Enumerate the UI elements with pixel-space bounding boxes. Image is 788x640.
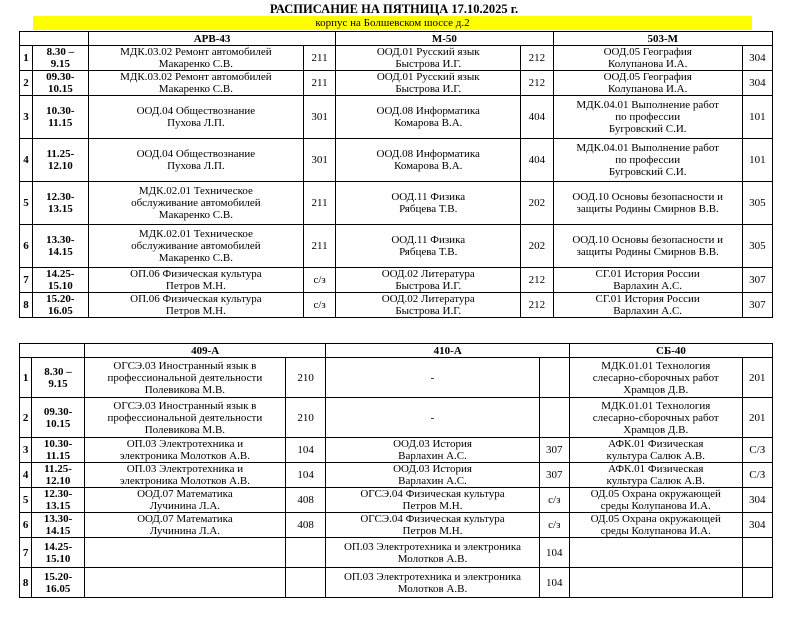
lesson-time: 09.30- 10.15 xyxy=(32,71,88,96)
lesson-time: 09.30- 10.15 xyxy=(32,398,85,438)
lesson-room: 210 xyxy=(285,358,326,398)
lesson-subject: ООД.10 Основы безопасности и защиты Родины Смирнов В.В. xyxy=(553,225,742,268)
lesson-time: 12.30- 13.15 xyxy=(32,182,88,225)
lesson-room: 307 xyxy=(742,268,772,293)
lesson-room xyxy=(742,538,773,568)
lesson-time: 14.25- 15.10 xyxy=(32,538,85,568)
lesson-room: 211 xyxy=(303,46,335,71)
lesson-subject: ОП.06 Физическая культура Петров М.Н. xyxy=(88,293,303,318)
lesson-subject: АФК.01 Физическая культура Салюк А.В. xyxy=(570,438,743,463)
lesson-number: 4 xyxy=(20,139,33,182)
lesson-subject: МДК.02.01 Техническое обслуживание автомобилей Макаренко С.В. xyxy=(88,225,303,268)
lesson-subject: МДК.03.02 Ремонт автомобилей Макаренко С.В. xyxy=(88,46,303,71)
lesson-row xyxy=(20,358,773,398)
lesson-subject: МДК.02.01 Техническое обслуживание автомобилей Макаренко С.В. xyxy=(88,182,303,225)
lesson-room xyxy=(742,568,773,598)
lesson-room: 305 xyxy=(742,182,772,225)
lesson-room: 211 xyxy=(303,182,335,225)
lesson-room: с/з xyxy=(303,293,335,318)
lesson-room: 301 xyxy=(303,139,335,182)
lesson-subject: - xyxy=(326,358,539,398)
lesson-subject: ООД.01 Русский язык Быстрова И.Г. xyxy=(336,71,521,96)
group-header-row xyxy=(20,32,773,46)
lesson-time: 14.25- 15.10 xyxy=(32,268,88,293)
lesson-number: 3 xyxy=(20,96,33,139)
lesson-room: 210 xyxy=(285,398,326,438)
lesson-room xyxy=(285,538,326,568)
lesson-room: с/з xyxy=(539,488,569,513)
lesson-room xyxy=(285,568,326,598)
lesson-room xyxy=(539,398,569,438)
lesson-room: С/З xyxy=(742,463,773,488)
lesson-time: 10.30- 11.15 xyxy=(32,96,88,139)
lesson-room: 211 xyxy=(303,71,335,96)
lesson-subject: ОП.06 Физическая культура Петров М.Н. xyxy=(88,268,303,293)
lesson-number: 6 xyxy=(20,225,33,268)
lesson-room: 104 xyxy=(539,568,569,598)
schedule-table-2 xyxy=(19,343,773,598)
lesson-time: 8.30 – 9.15 xyxy=(32,358,85,398)
lesson-time: 15.20- 16.05 xyxy=(32,568,85,598)
lesson-subject: ООД.04 Обществознание Пухова Л.П. xyxy=(88,96,303,139)
group-name: 503-М xyxy=(553,32,772,46)
lesson-row xyxy=(20,513,773,538)
lesson-time: 12.30- 13.15 xyxy=(32,488,85,513)
lesson-room: 212 xyxy=(521,71,553,96)
lesson-subject xyxy=(84,538,285,568)
lesson-room: 211 xyxy=(303,225,335,268)
page-title: РАСПИСАНИЕ НА ПЯТНИЦА 17.10.2025 г. xyxy=(269,2,519,16)
lesson-row xyxy=(20,71,773,96)
lesson-subject: ООД.10 Основы безопасности и защиты Родины Смирнов В.В. xyxy=(553,182,742,225)
lesson-subject: ООД.02 Литература Быстрова И.Г. xyxy=(336,293,521,318)
lesson-row xyxy=(20,568,773,598)
lesson-number: 1 xyxy=(20,358,32,398)
lesson-subject: МДК.01.01 Технология слесарно-сборочных работ Храмцов Д.В. xyxy=(570,358,743,398)
lesson-room: 212 xyxy=(521,268,553,293)
lesson-subject: СГ.01 История России Варлахин А.С. xyxy=(553,293,742,318)
building-subtitle: корпус на Болшевском шоссе д.2 xyxy=(33,16,752,30)
lesson-room: 304 xyxy=(742,71,772,96)
lesson-room: 307 xyxy=(539,438,569,463)
lesson-subject: ОГСЭ.04 Физическая культура Петров М.Н. xyxy=(326,513,539,538)
lesson-row xyxy=(20,438,773,463)
lesson-room xyxy=(539,358,569,398)
lesson-subject: ООД.08 Информатика Комарова В.А. xyxy=(336,96,521,139)
lesson-number: 7 xyxy=(20,268,33,293)
lesson-room: 104 xyxy=(285,438,326,463)
lesson-room: 201 xyxy=(742,398,773,438)
lesson-room: 212 xyxy=(521,46,553,71)
lesson-subject: ООД.01 Русский язык Быстрова И.Г. xyxy=(336,46,521,71)
lesson-number: 8 xyxy=(20,568,32,598)
lesson-room: 104 xyxy=(285,463,326,488)
lesson-subject: ООД.08 Информатика Комарова В.А. xyxy=(336,139,521,182)
group-name: АРВ-43 xyxy=(88,32,335,46)
lesson-room: с/з xyxy=(303,268,335,293)
lesson-room: 101 xyxy=(742,96,772,139)
header-blank xyxy=(20,32,89,46)
lesson-subject: ОП.03 Электротехника и электроника Молотков А.В. xyxy=(326,568,539,598)
lesson-subject: ОГСЭ.03 Иностранный язык в профессиональной деятельности Полевикова М.В. xyxy=(84,398,285,438)
lesson-room: С/З xyxy=(742,438,773,463)
header-blank xyxy=(20,344,85,358)
lesson-row xyxy=(20,225,773,268)
lesson-subject: ОП.03 Электротехника и электроника Молотков А.В. xyxy=(326,538,539,568)
lesson-time: 15.20- 16.05 xyxy=(32,293,88,318)
lesson-subject: ООД.03 История Варлахин А.С. xyxy=(326,463,539,488)
lesson-subject: ООД.05 География Колупанова И.А. xyxy=(553,71,742,96)
lesson-subject: ООД.11 Физика Рябцева Т.В. xyxy=(336,182,521,225)
lesson-row xyxy=(20,293,773,318)
lesson-subject: ОД.05 Охрана окружающей среды Колупанова И.А. xyxy=(570,513,743,538)
lesson-number: 1 xyxy=(20,46,33,71)
lesson-row xyxy=(20,463,773,488)
lesson-number: 6 xyxy=(20,513,32,538)
lesson-room: 307 xyxy=(539,463,569,488)
lesson-subject: ООД.03 История Варлахин А.С. xyxy=(326,438,539,463)
lesson-row xyxy=(20,182,773,225)
lesson-subject: МДК.03.02 Ремонт автомобилей Макаренко С.В. xyxy=(88,71,303,96)
lesson-room: 101 xyxy=(742,139,772,182)
lesson-time: 8.30 – 9.15 xyxy=(32,46,88,71)
group-name: 410-А xyxy=(326,344,570,358)
lesson-subject: ОП.03 Электротехника и электроника Молотков А.В. xyxy=(84,463,285,488)
lesson-time: 13.30- 14.15 xyxy=(32,225,88,268)
lesson-subject: СГ.01 История России Варлахин А.С. xyxy=(553,268,742,293)
group-name: 409-А xyxy=(84,344,326,358)
lesson-room: 202 xyxy=(521,182,553,225)
lesson-number: 5 xyxy=(20,182,33,225)
lesson-row xyxy=(20,139,773,182)
group-name: М-50 xyxy=(336,32,553,46)
lesson-number: 5 xyxy=(20,488,32,513)
lesson-subject: ООД.07 Математика Лучинина Л.А. xyxy=(84,513,285,538)
lesson-row xyxy=(20,268,773,293)
lesson-room: 404 xyxy=(521,96,553,139)
lesson-subject xyxy=(570,568,743,598)
lesson-subject: ОД.05 Охрана окружающей среды Колупанова И.А. xyxy=(570,488,743,513)
lesson-number: 4 xyxy=(20,463,32,488)
lesson-time: 13.30- 14.15 xyxy=(32,513,85,538)
lesson-row xyxy=(20,488,773,513)
lesson-room: 104 xyxy=(539,538,569,568)
lesson-time: 11.25- 12.10 xyxy=(32,139,88,182)
lesson-subject xyxy=(570,538,743,568)
lesson-subject: ООД.04 Обществознание Пухова Л.П. xyxy=(88,139,303,182)
lesson-row xyxy=(20,46,773,71)
lesson-room: 301 xyxy=(303,96,335,139)
lesson-room: 307 xyxy=(742,293,772,318)
lesson-room: 305 xyxy=(742,225,772,268)
lesson-room: 408 xyxy=(285,513,326,538)
lesson-room: 304 xyxy=(742,46,772,71)
lesson-time: 11.25- 12.10 xyxy=(32,463,85,488)
lesson-subject: МДК.04.01 Выполнение работ по профессии Бугровский С.И. xyxy=(553,139,742,182)
lesson-subject: МДК.04.01 Выполнение работ по профессии Бугровский С.И. xyxy=(553,96,742,139)
lesson-subject: ОГСЭ.03 Иностранный язык в профессиональной деятельности Полевикова М.В. xyxy=(84,358,285,398)
lesson-room: 304 xyxy=(742,488,773,513)
lesson-number: 8 xyxy=(20,293,33,318)
lesson-number: 2 xyxy=(20,398,32,438)
lesson-room: 408 xyxy=(285,488,326,513)
lesson-room: 202 xyxy=(521,225,553,268)
lesson-number: 3 xyxy=(20,438,32,463)
lesson-subject: МДК.01.01 Технология слесарно-сборочных работ Храмцов Д.В. xyxy=(570,398,743,438)
lesson-row xyxy=(20,398,773,438)
lesson-subject: ООД.07 Математика Лучинина Л.А. xyxy=(84,488,285,513)
lesson-subject: ООД.05 География Колупанова И.А. xyxy=(553,46,742,71)
schedule-table-1 xyxy=(19,31,773,318)
lesson-subject xyxy=(84,568,285,598)
lesson-subject: ООД.11 Физика Рябцева Т.В. xyxy=(336,225,521,268)
lesson-subject: ОП.03 Электротехника и электроника Молотков А.В. xyxy=(84,438,285,463)
lesson-number: 2 xyxy=(20,71,33,96)
lesson-subject: ООД.02 Литература Быстрова И.Г. xyxy=(336,268,521,293)
lesson-room: с/з xyxy=(539,513,569,538)
lesson-room: 212 xyxy=(521,293,553,318)
lesson-room: 304 xyxy=(742,513,773,538)
lesson-subject: ОГСЭ.04 Физическая культура Петров М.Н. xyxy=(326,488,539,513)
lesson-subject: - xyxy=(326,398,539,438)
lesson-number: 7 xyxy=(20,538,32,568)
lesson-time: 10.30- 11.15 xyxy=(32,438,85,463)
lesson-row xyxy=(20,538,773,568)
lesson-room: 404 xyxy=(521,139,553,182)
lesson-subject: АФК.01 Физическая культура Салюк А.В. xyxy=(570,463,743,488)
group-name: СБ-40 xyxy=(570,344,773,358)
lesson-room: 201 xyxy=(742,358,773,398)
group-header-row xyxy=(20,344,773,358)
lesson-row xyxy=(20,96,773,139)
